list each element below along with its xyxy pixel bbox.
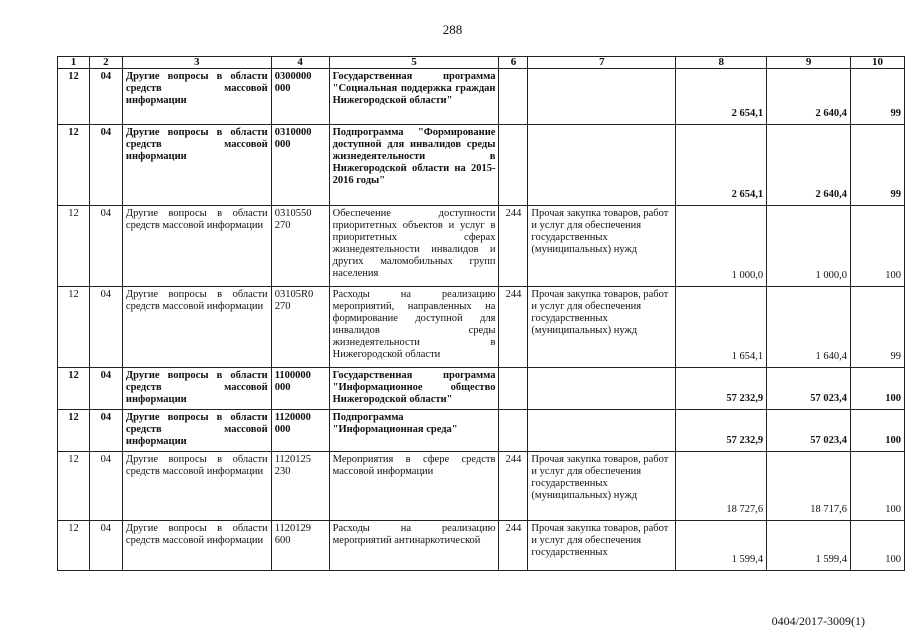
cell-expense-type-code: 244 — [499, 521, 528, 571]
cell-section-code: 12 — [58, 410, 90, 452]
col-header-5: 5 — [329, 57, 499, 69]
cell-subsection-code: 04 — [89, 410, 122, 452]
cell-expense-name: Расходы на реализацию мероприятий, направленных на формирование доступной для инвалидов среды жизнедеятельности в Нижегородской области — [329, 287, 499, 368]
cell-section-code: 12 — [58, 368, 90, 410]
cell-execution-percent: 100 — [851, 410, 905, 452]
cell-approved-amount: 18 727,6 — [676, 452, 767, 521]
cell-expense-type-code: 244 — [499, 287, 528, 368]
cell-execution-percent: 100 — [851, 368, 905, 410]
cell-target-article-code: 0300000 000 — [271, 69, 329, 125]
cell-target-article-code: 0310000 000 — [271, 125, 329, 206]
col-header-7: 7 — [528, 57, 676, 69]
col-header-3: 3 — [122, 57, 271, 69]
cell-expense-type-code — [499, 125, 528, 206]
header-row — [58, 57, 905, 69]
cell-target-article-code: 1120000 000 — [271, 410, 329, 452]
cell-approved-amount: 2 654,1 — [676, 69, 767, 125]
cell-section-code: 12 — [58, 287, 90, 368]
cell-section-code: 12 — [58, 69, 90, 125]
cell-expense-type-code: 244 — [499, 206, 528, 287]
col-header-8: 8 — [676, 57, 767, 69]
cell-subsection-code: 04 — [89, 125, 122, 206]
cell-expense-type-name — [528, 410, 676, 452]
cell-section-name: Другие вопросы в области средств массовой информации — [122, 452, 271, 521]
table-row — [58, 452, 905, 521]
table-row — [58, 368, 905, 410]
cell-expense-name: Государственная программа "Информационное общество Нижегородской области" — [329, 368, 499, 410]
cell-section-name: Другие вопросы в области средств массовой информации — [122, 125, 271, 206]
cell-expense-name: Подпрограмма "Информационная среда" — [329, 410, 499, 452]
cell-execution-percent: 99 — [851, 287, 905, 368]
cell-expense-name: Государственная программа "Социальная поддержка граждан Нижегородской области" — [329, 69, 499, 125]
col-header-1: 1 — [58, 57, 90, 69]
cell-expense-type-name — [528, 69, 676, 125]
cell-approved-amount: 2 654,1 — [676, 125, 767, 206]
cell-target-article-code: 03105R0 270 — [271, 287, 329, 368]
cell-expense-name: Расходы на реализацию мероприятий антинаркотической — [329, 521, 499, 571]
cell-expense-type-name — [528, 125, 676, 206]
cell-executed-amount: 1 599,4 — [767, 521, 851, 571]
col-header-10: 10 — [851, 57, 905, 69]
cell-target-article-code: 1100000 000 — [271, 368, 329, 410]
cell-section-code: 12 — [58, 521, 90, 571]
cell-expense-type-code: 244 — [499, 452, 528, 521]
cell-expense-name: Обеспечение доступности приоритетных объектов и услуг в приоритетных сферах жизнедеятельности инвалидов и других маломобильных групп населения — [329, 206, 499, 287]
cell-section-code: 12 — [58, 206, 90, 287]
cell-expense-type-code — [499, 368, 528, 410]
cell-approved-amount: 1 000,0 — [676, 206, 767, 287]
col-header-6: 6 — [499, 57, 528, 69]
table-row — [58, 125, 905, 206]
cell-executed-amount: 1 000,0 — [767, 206, 851, 287]
cell-section-name: Другие вопросы в области средств массовой информации — [122, 206, 271, 287]
table-row — [58, 521, 905, 571]
cell-section-code: 12 — [58, 452, 90, 521]
cell-executed-amount: 18 717,6 — [767, 452, 851, 521]
cell-section-name: Другие вопросы в области средств массовой информации — [122, 287, 271, 368]
cell-section-code: 12 — [58, 125, 90, 206]
cell-target-article-code: 1120125 230 — [271, 452, 329, 521]
cell-subsection-code: 04 — [89, 206, 122, 287]
cell-expense-type-code — [499, 69, 528, 125]
cell-section-name: Другие вопросы в области средств массовой информации — [122, 410, 271, 452]
cell-execution-percent: 100 — [851, 521, 905, 571]
cell-section-name: Другие вопросы в области средств массовой информации — [122, 368, 271, 410]
cell-target-article-code: 1120129 600 — [271, 521, 329, 571]
cell-approved-amount: 1 599,4 — [676, 521, 767, 571]
table-row — [58, 69, 905, 125]
cell-expense-type-name: Прочая закупка товаров, работ и услуг для обеспечения государственных (муниципальных) нужд — [528, 452, 676, 521]
table-row — [58, 287, 905, 368]
cell-approved-amount: 1 654,1 — [676, 287, 767, 368]
cell-subsection-code: 04 — [89, 452, 122, 521]
cell-executed-amount: 2 640,4 — [767, 125, 851, 206]
col-header-2: 2 — [89, 57, 122, 69]
cell-expense-type-name: Прочая закупка товаров, работ и услуг для обеспечения государственных (муниципальных) нужд — [528, 206, 676, 287]
col-header-4: 4 — [271, 57, 329, 69]
cell-expense-type-name — [528, 368, 676, 410]
cell-approved-amount: 57 232,9 — [676, 410, 767, 452]
cell-expense-type-name: Прочая закупка товаров, работ и услуг для обеспечения государственных (муниципальных) нужд — [528, 287, 676, 368]
cell-executed-amount: 57 023,4 — [767, 410, 851, 452]
cell-execution-percent: 99 — [851, 69, 905, 125]
cell-subsection-code: 04 — [89, 69, 122, 125]
cell-section-name: Другие вопросы в области средств массовой информации — [122, 69, 271, 125]
cell-execution-percent: 100 — [851, 452, 905, 521]
cell-expense-type-code — [499, 410, 528, 452]
cell-approved-amount: 57 232,9 — [676, 368, 767, 410]
table-row — [58, 206, 905, 287]
cell-expense-type-name: Прочая закупка товаров, работ и услуг для обеспечения государственных — [528, 521, 676, 571]
document-code: 0404/2017-3009(1) — [771, 614, 865, 628]
cell-executed-amount: 1 640,4 — [767, 287, 851, 368]
cell-subsection-code: 04 — [89, 287, 122, 368]
cell-subsection-code: 04 — [89, 368, 122, 410]
cell-execution-percent: 99 — [851, 125, 905, 206]
col-header-9: 9 — [767, 57, 851, 69]
table-row — [58, 410, 905, 452]
cell-expense-name: Мероприятия в сфере средств массовой информации — [329, 452, 499, 521]
cell-expense-name: Подпрограмма "Формирование доступной для инвалидов среды жизнедеятельности в Нижегородской области на 2015-2016 годы" — [329, 125, 499, 206]
cell-subsection-code: 04 — [89, 521, 122, 571]
budget-table — [57, 56, 905, 571]
cell-execution-percent: 100 — [851, 206, 905, 287]
cell-target-article-code: 0310550 270 — [271, 206, 329, 287]
page-number: 288 — [442, 22, 463, 37]
cell-executed-amount: 2 640,4 — [767, 69, 851, 125]
cell-section-name: Другие вопросы в области средств массовой информации — [122, 521, 271, 571]
cell-executed-amount: 57 023,4 — [767, 368, 851, 410]
